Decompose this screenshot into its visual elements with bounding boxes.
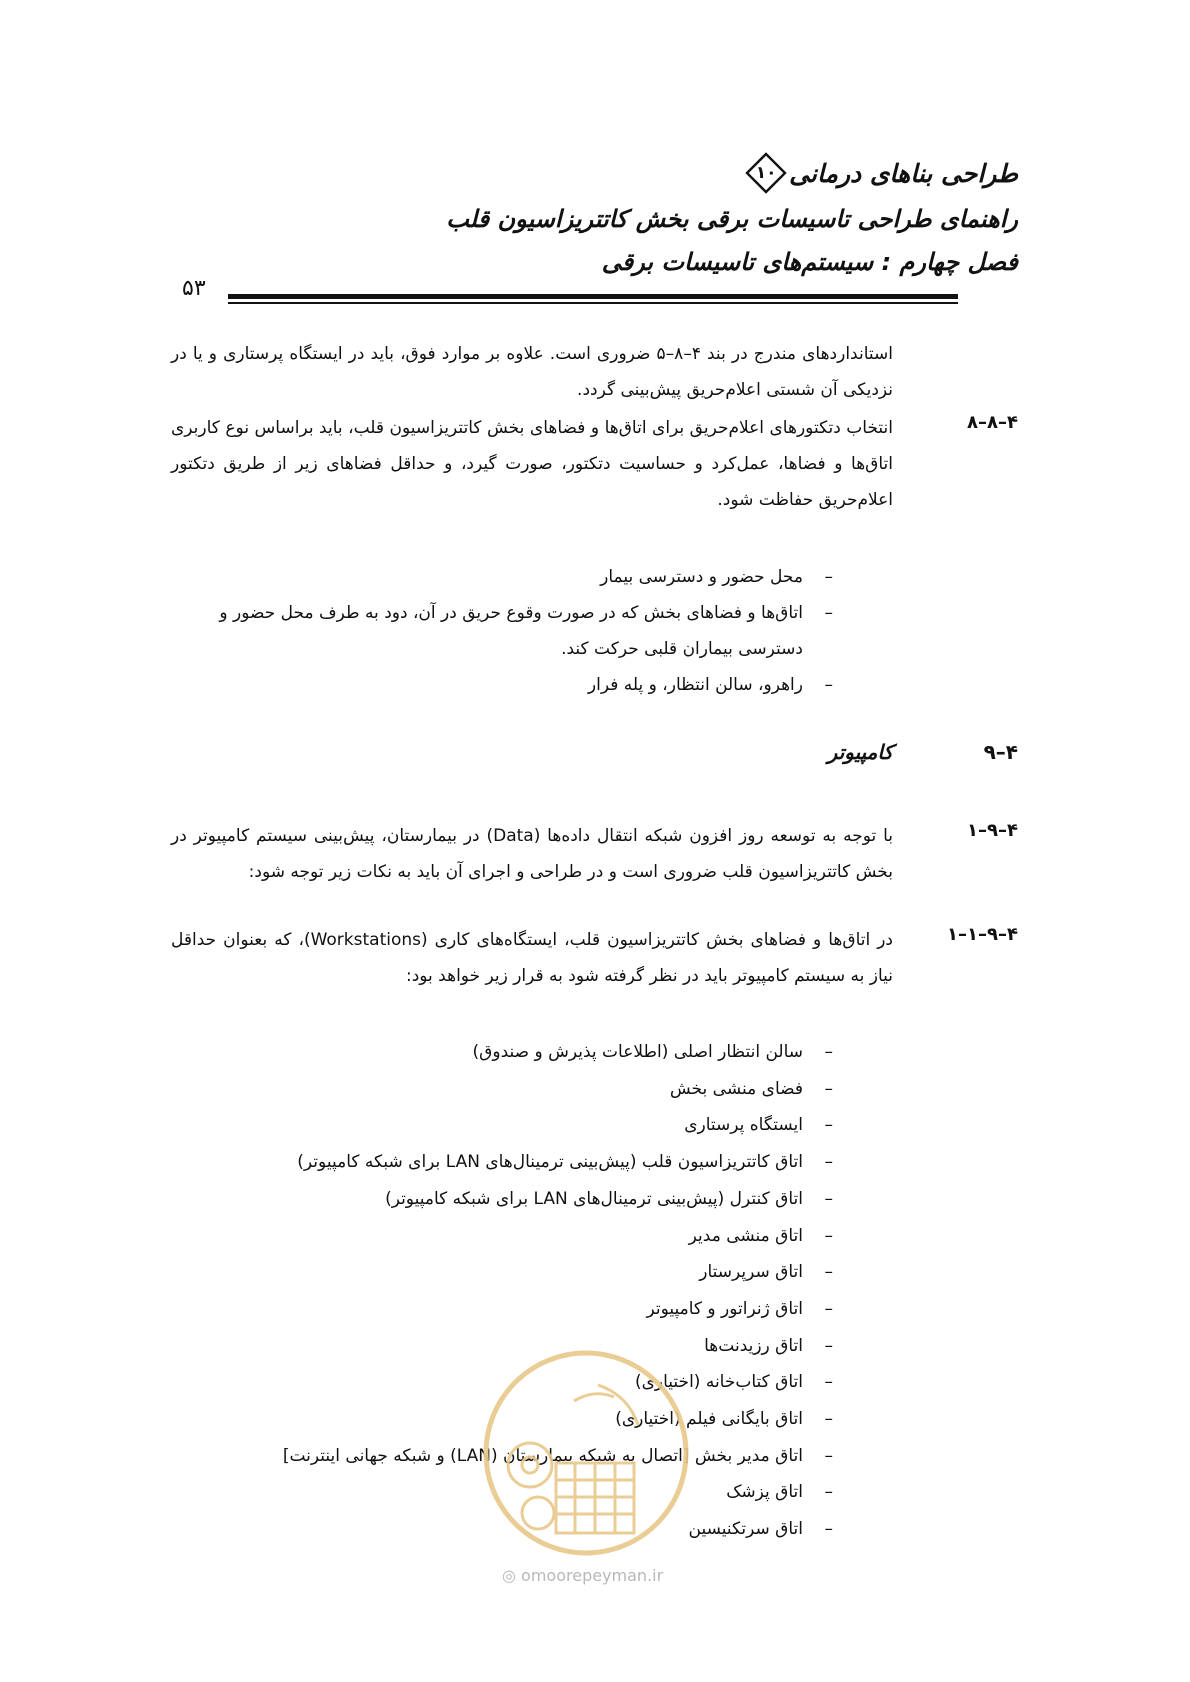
volume-number: ۱۰ [755,163,777,183]
watermark-seal-icon [478,1345,694,1561]
list-item: – اتاق کاتتریزاسیون قلب (پیش‌بینی ترمینال‌های LAN برای شبکه کامپیوتر) [193,1144,833,1181]
header-rule-thin [228,302,958,304]
paragraph-continued: استانداردهای مندرج در بند ۴–۸–۵ ضروری است. علاوه بر موارد فوق، باید در ایستگاه پرستاری و یا در نزدیکی آن شستی اعلام‌حریق پیش‌بینی گردد. [171,344,893,400]
header-line2: راهنمای طراحی تاسیسات برقی بخش کاتتریزاسیون قلب [446,205,1018,233]
clause-number-4-8-8: ۴–۸–۸ [967,412,1018,433]
paragraph-4-8-8: انتخاب دتکتورهای اعلام‌حریق برای اتاق‌ها و فضاهای بخش کاتتریزاسیون قلب، باید براساس نوع کاربری اتاق‌ها و فضاها، عمل‌کرد و حساسیت دتکتور، صورت گیرد، و حداقل فضاهای زیر از طریق دتکتور اعلام‌حریق حفاظت شود. [171,418,893,510]
volume-diamond-badge [745,152,787,194]
list-item: – محل حضور و دسترسی بیمار [168,559,833,595]
list-item: – اتاق کنترل (پیش‌بینی ترمینال‌های LAN برای شبکه کامپیوتر) [193,1181,833,1218]
list-item: – اتاق بایگانی فیلم (اختیاری) [193,1401,833,1438]
list-item: – اتاق ژنراتور و کامپیوتر [193,1291,833,1328]
paragraph-4-9-1-1: در اتاق‌ها و فضاهای بخش کاتتریزاسیون قلب، ایستگاه‌های کاری (Workstations)، که بعنوان حداقل نیاز به سیستم کامپیوتر باید در نظر گرفته شود به قرار زیر خواهد بود: [171,930,894,986]
watermark-site-text: omoorepeyman.ir [521,1566,664,1585]
header-line1 [739,152,1018,194]
clause-number-4-9-1-1: ۴–۹–۱–۱ [947,924,1018,945]
clause-number-4-9-1: ۴–۹–۱ [967,820,1018,841]
list-item: – فضای منشی بخش [193,1071,833,1108]
list-item: – سالن انتظار اصلی (اطلاعات پذیرش و صندوق) [193,1034,833,1071]
section-title: کامپیوتر [827,740,893,764]
list-item: – اتاق سرتکنیسین [193,1511,833,1548]
header-title: طراحی بناهای درمانی [789,158,1018,188]
paragraph-4-9-1: با توجه به توسعه روز افزون شبکه انتقال داده‌ها (Data) در بیمارستان، پیش‌بینی سیستم کامپیوتر در بخش کاتتریزاسیون قلب ضروری است و در طراحی و اجرای آن باید به نکات زیر توجه شود: [171,826,893,882]
watermark-site: ◎ omoorepeyman.ir [502,1566,664,1585]
header-rule-thick [228,294,958,299]
list-item: – اتاق سرپرستار [193,1254,833,1291]
watermark-logo [478,1345,694,1561]
header-line3: فصل چهارم : سیستم‌های تاسیسات برقی [601,248,1018,276]
section-number: ۴–۹ [983,740,1018,764]
list-item: – راهرو، سالن انتظار، و پله فرار [168,667,833,703]
list-item: – اتاق‌ها و فضاهای بخش که در صورت وقوع حریق در آن، دود به طرف محل حضور و دسترسی بیماران قلبی حرکت کند. [168,595,833,667]
page-number: ۵۳ [182,276,206,301]
list-item: – اتاق پزشک [193,1474,833,1511]
list-item: – اتاق کتاب‌خانه (اختیاری) [193,1364,833,1401]
list-item: – ایستگاه پرستاری [193,1107,833,1144]
list-item: – اتاق مدیر بخش [اتصال به شبکه بیمارستان (LAN) و شبکه جهانی اینترنت] [193,1438,833,1475]
fire-detector-list [168,559,833,703]
list-item: – اتاق منشی مدیر [193,1218,833,1255]
list-item: – اتاق رزیدنت‌ها [193,1328,833,1365]
